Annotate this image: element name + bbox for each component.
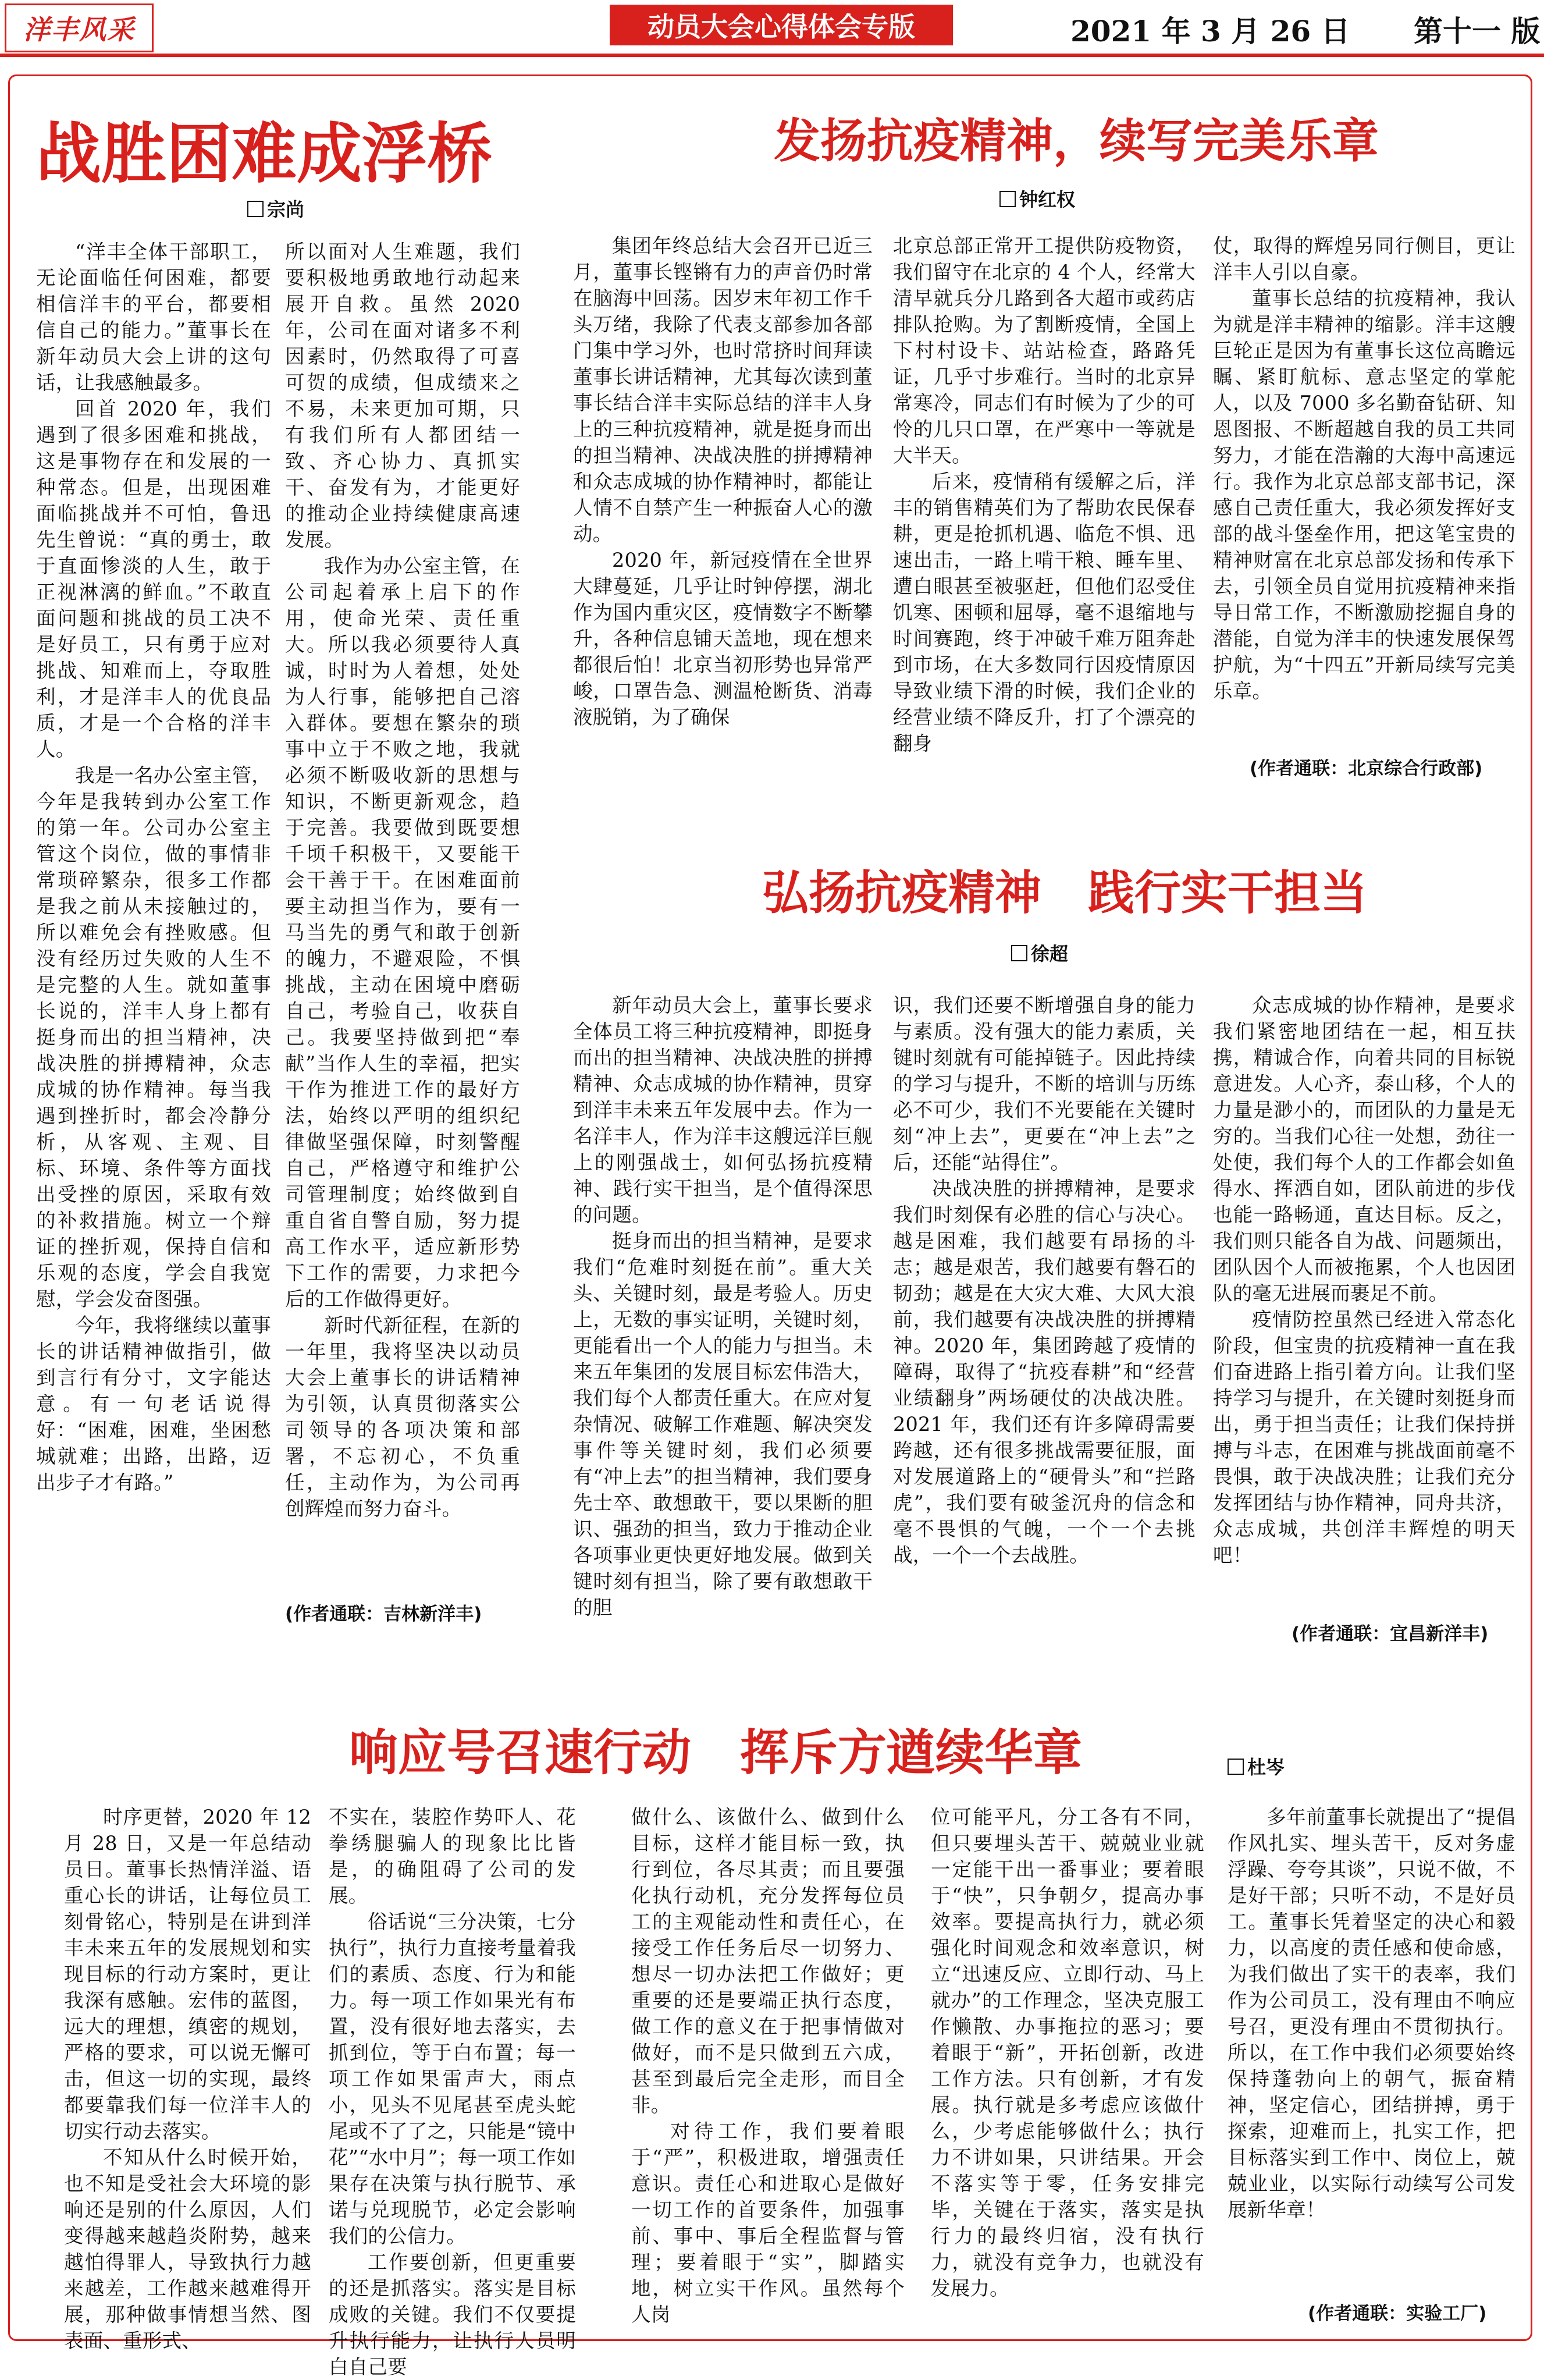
paragraph: 位可能平凡，分工各有不同，但只要埋头苦干、兢兢业业就一定能干出一番事业；要着眼于“快”，只争朝夕，提高办事效率。要提高执行力，就必须强化时间观念和效率意识，树立“迅速反应、立即行动、马上就办”的工作理念，坚决克服工作懒散、办事拖拉的恶习；要着眼于“新”，开拓创新，改进工作方法。只有创新，才有发展。执行就是多考虑应该做什么，少考虑能够做什么；执行力不讲如果，只讲结果。开会不落实等于零，任务安排完毕，关键在于落实，落实是执行力的最终归宿，没有执行力，就没有竞争力，也就没有发展力。 [931, 1806, 1204, 2300]
article-3-column-3 [1213, 992, 1515, 1603]
special-edition-banner: 动员大会心得体会专版 [610, 5, 953, 45]
article-1-title: 战胜困难成浮桥 [36, 116, 492, 192]
paragraph: 2020 年，新冠疫情在全世界大肆蔓延，几乎让时钟停摆，湖北作为国内重灾区，疫情数字不断攀升，各种信息铺天盖地，现在想来都很后怕！北京当初形势也异常严峻，口罩告急、测温枪断货、消毒液脱销，为了确保 [573, 549, 873, 729]
paragraph: 回首 2020 年，我们遇到了很多困难和挑战，这是事物存在和发展的一种常态。但是，出现困难面临挑战并不可怕，鲁迅先生曾说：“真的勇士，敢于直面惨淡的人生，敢于正视淋漓的鲜血。”不敢直面问题和挑战的员工决不是好员工，只有勇于应对挑战、知难而上，夺取胜利，才是洋丰人的优良品质，才是一个合格的洋丰人。 [36, 397, 271, 761]
byline-box-icon [1228, 1759, 1244, 1775]
byline-box-icon [247, 201, 264, 217]
paragraph: 不知从什么时候开始，也不知是受社会大环境的影响还是别的什么原因，人们变得越来越趋炎附势，越来越怕得罪人，导致执行力越来越差，工作越来越难得开展，那种做事情想当然、图表面、重形式、 [64, 2146, 311, 2352]
article-4-column-5 [1228, 1804, 1515, 2281]
article-2-column-2 [893, 233, 1196, 815]
newspaper-logo: 洋丰风采 [5, 3, 154, 52]
paragraph: 新年动员大会上，董事长要求全体员工将三种抗疫精神，即挺身而出的担当精神、决战决胜的拼搏精神、众志成城的协作精神，贯穿到洋丰未来五年发展中去。作为一名洋丰人，作为洋丰这艘远洋巨舰上的刚强战士，如何弘扬抗疫精神、践行实干担当，是个值得深思的问题。 [573, 994, 873, 1226]
article-3-column-1 [573, 992, 873, 1647]
paragraph: 众志成城的协作精神，是要求我们紧密地团结在一起，相互扶携，精诚合作，向着共同的目标锐意进发。人心齐，泰山移，个人的力量是渺小的，而团队的力量是无穷的。当我们心往一处想，劲往一处使，我们每个人的工作都会如鱼得水、挥洒自如，团队前进的步伐也能一路畅通，直达目标。反之，我们则只能各自为战、问题频出，团队因个人而被拖累，个人也因团队的毫无进展而裹足不前。 [1213, 994, 1515, 1305]
article-4-column-3 [631, 1804, 905, 2339]
paragraph: 我是一名办公室主管，今年是我转到办公室工作的第一年。公司办公室主管这个岗位，做的事情非常琐碎繁杂，很多工作都是我之前从未接触过的，所以难免会有挫败感。但没有经历过失败的人生不是完整的人生。就如董事长说的，洋丰人身上都有挺身而出的担当精神，决战决胜的拼搏精神，众志成城的协作精神。每当我遇到挫折时，都会冷静分析，从客观、主观、目标、环境、条件等方面找出受挫的原因，采取有效的补救措施。树立一个辩证的挫折观，保持自信和乐观的态度，学会自我宽慰，学会发奋图强。 [36, 764, 271, 1310]
masthead-rule [0, 54, 1544, 57]
article-2-author: 钟红权 [1019, 189, 1076, 211]
page-number: 第十一 版 [1414, 14, 1541, 48]
paragraph: 疫情防控虽然已经进入常态化阶段，但宝贵的抗疫精神一直在我们奋进路上指引着方向。让我们坚持学习与提升，在关键时刻挺身而出，勇于担当责任；让我们保持拼搏与斗志，在困难与挑战面前毫不畏惧，敢于决战决胜；让我们充分发挥团结与协作精神，同舟共济，众志成城，共创洋丰辉煌的明天吧！ [1213, 1308, 1515, 1566]
issue-date: 2021 年 3 月 26 日 [1070, 14, 1350, 48]
masthead [0, 0, 1544, 54]
article-1-author: 宗尚 [267, 198, 305, 221]
paragraph: 对待工作，我们要着眼于“严”，积极进取，增强责任意识。责任心和进取心是做好一切工作的首要条件，加强事前、事中、事后全程监督与管理；要着眼于“实”，脚踏实地，树立实干作风。虽然每个人岗 [631, 2120, 905, 2326]
byline-box-icon [1011, 945, 1027, 961]
article-3-signature: (作者通联：宜昌新洋丰) [1292, 1624, 1489, 1644]
paragraph: 工作要创新，但更重要的还是抓落实。落实是目标成败的关键。我们不仅要提升执行能力，让执行人员明白自己要 [329, 2251, 576, 2378]
article-4-title: 响应号召速行动 挥斥方遒续华章 [349, 1724, 1083, 1781]
article-1-byline [247, 195, 304, 222]
paragraph: 今年，我将继续以董事长的讲话精神做指引，做到言行有分寸，文字能达意。有一句老话说得好：“困难，困难，坐困愁城就难；出路，出路，迈出步子才有路。” [36, 1314, 271, 1494]
paragraph: 做什么、该做什么、做到什么目标，这样才能目标一致，执行到位，各尽其责；而且要强化执行动机，充分发挥每位员工的主观能动性和责任心，在接受工作任务后尽一切努力、想尽一切办法把工作做好；更重要的还是要端正执行态度，做工作的意义在于把事情做对做好，而不是只做到五六成，甚至到最后完全走形，而目全非。 [631, 1806, 905, 2116]
paragraph: 我作为办公室主管，在公司起着承上启下的作用，使命光荣、责任重大。所以我必须要待人真诚，时时为人着想，处处为人行事，能够把自己溶入群体。要想在繁杂的琐事中立于不败之地，我就必须不断吸收新的思想与知识，不断更新观念，趋于完善。我要做到既要想千顷千积极干，又要能干会干善于干。在困难面前要主动担当作为，要有一马当先的勇气和敢于创新的魄力，不避艰险，不惧挑战，主动在困境中磨砺自己，考验自己，收获自己。我要坚持做到把“奉献”当作人生的幸福，把实干作为推进工作的最好方法，始终以严明的组织纪律做坚强保障，时刻警醒自己，严格遵守和维护公司管理制度；始终做到自重自省自警自励，努力提高工作水平，适应新形势下工作的需要，力求把今后的工作做得更好。 [285, 555, 520, 1310]
article-3-column-2 [893, 992, 1196, 1647]
paragraph: 多年前董事长就提出了“提倡作风扎实、埋头苦干，反对务虚浮躁、夸夸其谈”，只说不做，不是好干部；只听不动，不是好员工。董事长凭着坚定的决心和毅力，以高度的责任感和使命感，为我们做出了实干的表率，我们作为公司员工，没有理由不响应号召，更没有理由不贯彻执行。所以，在工作中我们必须要始终保持蓬勃向上的朝气，振奋精神，坚定信心，团结拼搏，勇于探索，迎难而上，扎实工作，把目标落实到工作中、岗位上，兢兢业业，以实际行动续写公司发展新华章！ [1228, 1806, 1515, 2221]
article-1-signature: (作者通联：吉林新洋丰) [285, 1604, 482, 1625]
paragraph: 董事长总结的抗疫精神，我认为就是洋丰精神的缩影。洋丰这艘巨轮正是因为有董事长这位高瞻远瞩、紧盯航标、意志坚定的掌舵人，以及 7000 多名勤奋钻研、知恩图报、不断超越自我的员工共同努力，才能在浩瀚的大海中高速远行。我作为北京总部支部书记，深感自己责任重大，我必须发挥好支部的战斗堡垒作用，把这笔宝贵的精神财富在北京总部发扬和传承下去，引领全员自觉用抗疫精神来指导日常工作，不断激励挖掘自身的潜能，自觉为洋丰的快速发展保驾护航，为“十四五”开新局续写完美乐章。 [1213, 287, 1515, 702]
article-2-column-3 [1213, 233, 1515, 756]
article-2-byline [999, 185, 1075, 212]
article-3-author: 徐超 [1031, 943, 1069, 965]
article-4-signature: (作者通联：实验工厂) [1308, 2303, 1487, 2324]
article-4-column-4 [931, 1804, 1204, 2339]
paragraph: “洋丰全体干部职工，无论面临任何困难，都要相信洋丰的平台，都要相信自己的能力。”董事长在新年动员大会上讲的这句话，让我感触最多。 [36, 240, 271, 394]
paragraph: 决战决胜的拼搏精神，是要求我们时刻保有必胜的信心与决心。越是困难，我们越要有昂扬的斗志；越是艰苦，我们越要有磐石的韧劲；越是在大灾大难、大风大浪前，我们越要有决战决胜的拼搏精神。2020 年，集团跨越了疫情的障碍，取得了“抗疫春耕”和“经营业绩翻身”两场硬仗的决战决胜。2021 年，我们还有许多障碍需要跨越，还有很多挑战需要征服，面对发展道路上的“硬骨头”和“拦路虎”，我们要有破釜沉舟的信念和毫不畏惧的气魄，一个一个去挑战，一个一个去战胜。 [893, 1177, 1196, 1566]
article-2-title: 发扬抗疫精神，续写完美乐章 [774, 113, 1379, 168]
paragraph: 后来，疫情稍有缓解之后，洋丰的销售精英们为了帮助农民保春耕，更是抢抓机遇、临危不惧、迅速出击，一路上啃干粮、睡车里、遭白眼甚至被驱赶，但他们忍受住饥寒、困顿和屈辱，毫不退缩地与时间赛跑，终于冲破千难万阻奔赴到市场，在大多数同行因疫情原因导致业绩下滑的时候，我们企业的经营业绩不降反升，打了个漂亮的翻身 [893, 470, 1196, 755]
article-1-column-1 [36, 239, 271, 1658]
paragraph: 新时代新征程，在新的一年里，我将坚决以动员大会上董事长的讲话精神为引领，认真贯彻落实公司领导的各项决策和部署，不忘初心，不负重任，主动作为，为公司再创辉煌而努力奋斗。 [285, 1314, 520, 1520]
paragraph: 不实在，装腔作势吓人、花拳绣腿骗人的现象比比皆是，的确阻碍了公司的发展。 [329, 1806, 576, 1907]
paragraph: 时序更替，2020 年 12 月 28 日，又是一年总结动员日。董事长热情洋溢、语重心长的讲话，让每位员工刻骨铭心，特别是在讲到洋丰未来五年的发展规划和实现目标的行动方案时，更让我深有感触。宏伟的蓝图，远大的理想，缜密的规划，严格的要求，可以说无懈可击，但这一切的实现，最终都要靠我们每一位洋丰人的切实行动去落实。 [64, 1806, 311, 2143]
paragraph: 俗话说“三分决策，七分执行”，执行力直接考量着我们的素质、态度、行为和能力。每一项工作如果光有布置，没有很好地去落实，去抓到位，等于白布置；每一项工作如果雷声大，雨点小，见头不见尾甚至虎头蛇尾或不了了之，只能是“镜中花”“水中月”；每一项工作如果存在决策与执行脱节、承诺与兑现脱节，必定会影响我们的公信力。 [329, 1910, 576, 2247]
article-3-title: 弘扬抗疫精神 践行实干担当 [762, 865, 1367, 920]
paragraph: 北京总部正常开工提供防疫物资，我们留守在北京的 4 个人，经常大清早就兵分几路到各大超市或药店排队抢购。为了割断疫情，全国上下村村设卡、站站检查，路路凭证，几乎寸步难行。当时的北京异常寒冷，同志们有时候为了少的可怜的几只口罩，在严寒中一等就是大半天。 [893, 235, 1196, 467]
byline-box-icon [999, 191, 1016, 207]
article-4-column-1 [64, 1804, 311, 2352]
article-2-signature: (作者通联：北京综合行政部) [1250, 758, 1483, 779]
article-4-author: 杜岑 [1247, 1756, 1285, 1778]
article-4-column-2 [329, 1804, 576, 2378]
paragraph: 集团年终总结大会召开已近三月，董事长铿锵有力的声音仍时常在脑海中回荡。因岁末年初工作千头万绪，我除了代表支部参加各部门集中学习外，也时常挤时间拜读董事长讲话精神，尤其每次读到董事长结合洋丰实际总结的洋丰人身上的三种抗疫精神，就是挺身而出的担当精神、决战决胜的拼搏精神和众志成城的协作精神时，都能让人情不自禁产生一种振奋人心的激动。 [573, 235, 873, 545]
article-3-byline [1011, 939, 1068, 966]
paragraph: 识，我们还要不断增强自身的能力与素质。没有强大的能力素质，关键时刻就有可能掉链子。因此持续的学习与提升，不断的培训与历练必不可少，我们不光要能在关键时刻“冲上去”，更要在“冲上去”之后，还能“站得住”。 [893, 994, 1196, 1174]
paragraph: 挺身而出的担当精神，是要求我们“危难时刻挺在前”。重大关头、关键时刻，最是考验人。历史上，无数的事实证明，关键时刻，更能看出一个人的能力与担当。未来五年集团的发展目标宏伟浩大，我们每个人都责任重大。在应对复杂情况、破解工作难题、解决突发事件等关键时刻，我们必须要有“冲上去”的担当精神，我们要身先士卒、敢想敢干，要以果断的胆识、强劲的担当，致力于推动企业各项事业更快更好地发展。做到关键时刻有担当，除了要有敢想敢干的胆 [573, 1230, 873, 1619]
article-2-column-1 [573, 233, 873, 815]
article-1-column-2 [285, 239, 520, 1594]
article-4-byline [1228, 1753, 1285, 1779]
paragraph: 仗，取得的辉煌另同行侧目，更让洋丰人引以自豪。 [1213, 235, 1515, 283]
paragraph: 所以面对人生难题，我们要积极地勇敢地行动起来展开自救。虽然 2020 年，公司在面对诸多不利因素时，仍然取得了可喜可贺的成绩，但成绩来之不易，未来更加可期，只有我们所有人都团结一致、齐心协力、真抓实干、奋发有为，才能更好的推动企业持续健康高速发展。 [285, 240, 520, 551]
